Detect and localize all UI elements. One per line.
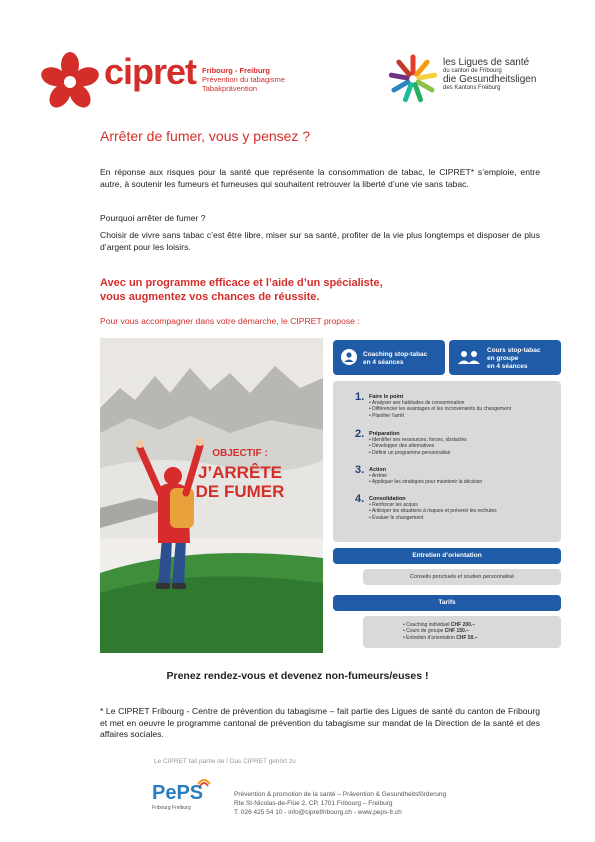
entretien-header bbox=[333, 548, 561, 564]
poster-line: OBJECTIF : bbox=[212, 448, 268, 459]
cipret-wordmark: cipret bbox=[104, 51, 197, 92]
poster-line: DE FUMER bbox=[195, 482, 285, 501]
coaching-box bbox=[333, 340, 445, 375]
step-title: Action bbox=[369, 467, 387, 473]
footer-fait-partie: Le CIPRET fait partie de / Das CIPRET gehört zu bbox=[154, 758, 296, 765]
step-number: 1. bbox=[355, 391, 365, 403]
entretien-text: Conseils ponctuels et soutien personnalisé bbox=[409, 574, 515, 580]
cours-line: Cours stop-tabac bbox=[487, 347, 541, 354]
cours-label bbox=[487, 347, 540, 371]
cipret-sub-line: Tabakprävention bbox=[202, 84, 258, 93]
footer-contact bbox=[234, 790, 446, 817]
coaching-label bbox=[363, 351, 427, 367]
answer-paragraph: Choisir de vivre sans tabac c’est être libre, miser sur sa santé, profiter de la vie plus longtemps et disposer de plus d’argent pour les loisirs. bbox=[100, 230, 540, 252]
ligues-line: die Gesundheitsligen bbox=[443, 74, 537, 85]
coaching-line: Coaching stop-tabac bbox=[363, 351, 428, 358]
page-title: Arrêter de fumer, vous y pensez ? bbox=[100, 128, 311, 144]
steps-box bbox=[333, 381, 561, 542]
step-item: • Analyser ses habitudes de consommation bbox=[369, 400, 465, 406]
ligues-line: les Ligues de santé bbox=[443, 57, 530, 68]
peps-sun-icon bbox=[196, 776, 212, 792]
call-to-action: Prenez rendez-vous et devenez non-fumeurs/euses ! bbox=[166, 670, 429, 682]
entretien-title: Entretien d’orientation bbox=[412, 552, 482, 559]
cours-line: en groupe bbox=[487, 355, 519, 362]
coaching-line: en 4 séances bbox=[363, 359, 404, 366]
poster-objectif-text bbox=[170, 448, 310, 501]
step-number: 2. bbox=[355, 428, 365, 440]
step-title: Préparation bbox=[369, 431, 400, 437]
person-icon bbox=[341, 349, 357, 365]
cipret-flower-logo bbox=[38, 50, 102, 114]
cours-box bbox=[449, 340, 561, 375]
peps-logo bbox=[152, 782, 203, 811]
step-item: • Développer des alternatives bbox=[369, 443, 435, 450]
propose-text: Pour vous accompagner dans votre démarche, le CIPRET propose : bbox=[100, 316, 360, 326]
intro-paragraph: En réponse aux risques pour la santé que représente la consommation de tabac, le CIPRET* s’emploie, entre autre, à soutenir les fumeurs et fumeuses qui souhaitent retrouver la liberté d’une vie sans tabac. bbox=[100, 167, 540, 189]
ligues-sante-logo bbox=[386, 52, 440, 106]
step-title: Faire le point bbox=[369, 394, 404, 400]
cours-line: en 4 séances bbox=[487, 363, 528, 370]
question-heading: Pourquoi arrêter de fumer ? bbox=[100, 213, 206, 223]
ligues-text bbox=[443, 58, 536, 92]
footnote: * Le CIPRET Fribourg - Centre de prévention du tabagisme – fait partie des Ligues de santé du canton de Fribourg et met en oeuvre le programme cantonal de prévention du tabagisme sur mandat de la Direction de la santé et des affaires sociales. bbox=[100, 706, 540, 739]
peps-sub: Fribourg Freiburg bbox=[152, 805, 191, 811]
tarif-item: • Cours de groupe CHF 150.– bbox=[403, 628, 469, 635]
footer-line: Rte St-Nicolas-de-Flüe 2, CP, 1701 Fribourg – Freiburg bbox=[234, 800, 393, 807]
peps-name: PePS bbox=[152, 782, 204, 804]
ligues-line: des Kantons Freiburg bbox=[443, 85, 501, 91]
step-item: • Définir un programme personnalisé bbox=[369, 449, 451, 456]
step-item: • Planifier l’arrêt bbox=[369, 412, 405, 419]
cipret-sub-line: Prévention du tabagisme bbox=[202, 75, 285, 84]
cipret-subtitle bbox=[202, 66, 285, 93]
entretien-box bbox=[363, 569, 561, 585]
subheading-line: vous augmentez vos chances de réussite. bbox=[100, 291, 320, 303]
tarifs-box bbox=[363, 616, 561, 648]
footer-line: Prévention & promotion de la santé – Prävention & Gesundheitsförderung bbox=[234, 791, 447, 798]
footer-line: T. 026 425 54 10 - info@cipretfribourg.ch - www.peps-fr.ch bbox=[234, 809, 402, 816]
step-item: • Renforcer les acquis bbox=[369, 502, 418, 508]
step-number: 3. bbox=[355, 464, 365, 476]
step-item: • Arrêter bbox=[369, 473, 388, 479]
ligues-line: du canton de Fribourg bbox=[443, 68, 502, 74]
step-title: Consolidation bbox=[369, 496, 406, 502]
tarif-item: • Coaching individuel CHF 200.– bbox=[403, 622, 476, 628]
step-item: • Évaluer le changement bbox=[369, 514, 424, 521]
group-icon bbox=[457, 349, 481, 365]
subheading bbox=[100, 276, 383, 304]
step-item: • Identifier ses ressources, forces, obstacles bbox=[369, 437, 467, 443]
step-item: • Anticiper les situations à risques et prévenir les rechutes bbox=[369, 508, 497, 515]
step-number: 4. bbox=[355, 493, 365, 505]
tarif-item: • Entretien d’orientation CHF 50.– bbox=[403, 634, 478, 641]
poster-line: J’ARRÊTE bbox=[197, 463, 283, 482]
tarifs-header bbox=[333, 595, 561, 611]
tarifs-title: Tarifs bbox=[438, 599, 456, 606]
subheading-line: Avec un programme efficace et l’aide d’un spécialiste, bbox=[100, 277, 383, 289]
cipret-sub-line: Fribourg - Freiburg bbox=[202, 66, 270, 75]
step-item: • Différencier les avantages et les inconvénients du changement bbox=[369, 406, 512, 413]
step-item: • Appliquer les stratégies pour maintenir la décision bbox=[369, 479, 483, 486]
